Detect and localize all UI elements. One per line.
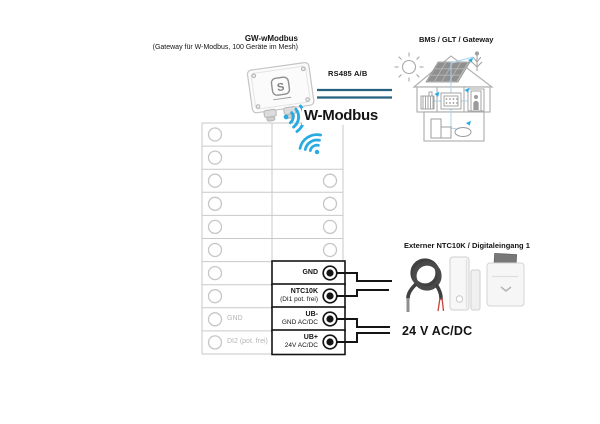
terminal-box-title: UB+ bbox=[303, 334, 318, 342]
door-contact-image bbox=[450, 257, 480, 310]
control-panel-icon bbox=[441, 93, 461, 109]
bms-label: BMS / GLT / Gateway bbox=[419, 35, 494, 44]
terminal-box-subtitle: GND AC/DC bbox=[281, 319, 318, 327]
terminal-box-subtitle: (DI1 pot. frei) bbox=[280, 296, 318, 304]
terminal-box-gnd bbox=[272, 261, 318, 285]
left-terminal-gnd-label: GND bbox=[227, 315, 243, 322]
terminal-box-subtitle: 24V AC/DC bbox=[284, 342, 318, 350]
building-illustration bbox=[395, 52, 493, 141]
sun-icon bbox=[395, 53, 424, 82]
gateway-labels bbox=[153, 35, 298, 52]
terminal-box-title: GND bbox=[302, 268, 318, 276]
external-sensors-label: Externer NTC10K / Digitaleingang 1 bbox=[404, 241, 530, 250]
rs485-label: RS485 A/B bbox=[328, 69, 368, 78]
wmodbus-label: W-Modbus bbox=[304, 107, 378, 124]
card-switch-image bbox=[487, 253, 524, 306]
left-terminal-di2-label: DI2 (pot. frei) bbox=[227, 338, 268, 345]
gateway-title: GW-wModbus bbox=[244, 34, 298, 43]
rs485-bus-lines bbox=[317, 90, 392, 98]
gateway-subtitle: (Gateway für W-Modbus, 100 Geräte im Mesh) bbox=[152, 43, 298, 51]
terminal-box-title: UB- bbox=[305, 311, 318, 319]
power-supply-label: 24 V AC/DC bbox=[402, 324, 473, 338]
svg-text:S: S bbox=[276, 81, 286, 95]
door-icon bbox=[468, 89, 484, 111]
antenna-icon bbox=[472, 52, 482, 71]
ntc-probe-image bbox=[408, 261, 444, 313]
terminal-box-ntc10k bbox=[272, 284, 318, 308]
terminal-box-ub-plus bbox=[272, 330, 318, 354]
terminal-box-title: NTC10K bbox=[290, 288, 318, 296]
terminal-box-ub-minus bbox=[272, 307, 318, 331]
